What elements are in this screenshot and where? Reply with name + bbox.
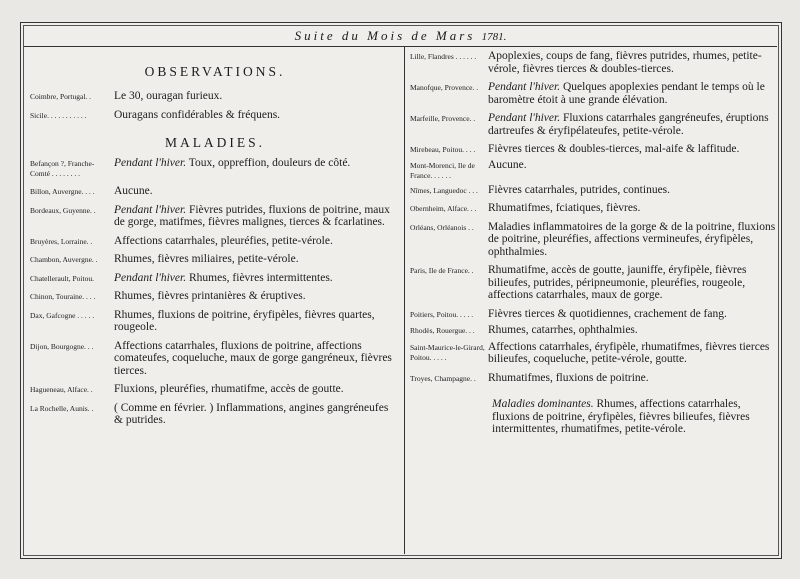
entry-place: Troyes, Champagne. . [410,373,476,383]
entry-row [410,50,776,75]
entry-body: Fluxions catarrhales gangréneufes, éruptions dartreufes & éryfipélateufes, petite-vérole. [488,112,769,137]
header-year: 1781. [481,31,507,43]
entry-body: Rhumes, fièvres miliaires, petite-vérole. [114,253,299,265]
entry-place: Dijon, Bourgogne. . . [30,341,94,351]
entry-body: Apoplexies, coups de fang, fièvres putrides, rhumes, petite-vérole, fièvres tierces & doubles-tierces. [488,50,762,75]
entry-body: Aucune. [114,185,153,197]
entry-place: Poitiers, Poitou. . . . . [410,309,474,319]
entry-body: Affections catarrhales, éryfipèle, rhumatifmes, fièvres tierces bilieufes, coqueluche, petite-vérole, goutte. [488,340,770,365]
entry-text [488,112,776,137]
entry-text: Le 30, ouragan furieux. [114,90,223,102]
entry-row [30,290,400,303]
entry-place: Obernheim, Alface. . . [410,204,477,213]
entry-text [488,341,776,366]
entry-place: Mont-Morenci, Ile de France. . . . . . [410,160,475,180]
maladies-left-list [30,157,400,427]
entry-text: Ouragans confidérables & fréquens. [114,108,281,121]
entry-row [410,324,776,337]
entry-text [114,185,400,198]
entry-place: Lille, Flandres . . . . . . [410,52,477,61]
dominantes-label: Maladies dominantes. [492,398,594,410]
entry-text [114,157,400,170]
entry-row [30,340,400,378]
maladies-dominantes [410,398,776,436]
entry-body: Rhumes, fièvres intermittentes. [186,271,333,284]
entry-body: Fièvres tierces & quotidiennes, crachement de fang. [488,307,727,320]
entry-place: Chambon, Auvergne. . [30,255,98,264]
entry-place: Bruyères, Lorraine. . [30,236,93,246]
entry-body: Rhumatifmes, fluxions de poitrine. [488,371,649,384]
entry-row [410,202,776,215]
entry-body: Rhumes, catarrhes, ophthalmies. [488,324,638,336]
entry-row [30,402,400,427]
entry-text [114,383,400,396]
entry-place: Hagueneau, Alface. . [30,385,93,394]
entry-intro: Pendant l'hiver. [114,203,187,216]
entry-body: Rhumatifme, accès de goutte, jauniffe, éryfipèle, fièvres bilieufes, putrides, péripneumonie, pleuréfies, rougeole, affections catarrhales, maux de gorge. [488,264,747,301]
entry-body: Fièvres putrides, fluxions de poitrine, maux de gorge, matifmes, fièvres malignes, tierces & fcarlatines. [114,203,390,228]
entry-text [114,253,400,266]
observations-list [30,90,400,121]
entry-text [114,402,400,427]
entry-text [488,372,776,385]
entry-text [488,184,776,197]
entry-row [30,204,400,229]
entry-text [488,50,776,75]
entry-row [30,185,400,198]
header-title: Suite du Mois de Mars [294,28,476,43]
dominantes-text: Rhumes, affections catarrhales, fluxions de poitrine, éryfipèles, fièvres bilieufes, fièvres intermittentes, rhumatifmes, petite-vérole. [492,398,750,435]
entry-row [410,81,776,106]
entry-body: Affections catarrhales, fluxions de poitrine, affections comateufes, coqueluche, maux de gorge gangréneux, fièvres tierces. [114,339,392,377]
column-divider [404,47,405,554]
entry-place: Bordeaux, Guyenne. . [30,205,96,215]
entry-place: Chatellerault, Poitou. [30,273,94,283]
maladies-right-list [410,50,776,384]
entry-text [488,264,776,302]
entry-body: Rhumatifmes, fciatiques, fièvres. [488,202,641,214]
entry-intro: Pendant l'hiver. [114,271,187,284]
observations-title: OBSERVATIONS. [144,64,286,79]
entry-body: Fièvres catarrhales, putrides, continues. [488,183,671,196]
entry-text [488,308,776,321]
entry-row [30,309,400,334]
entry-body: Rhumes, fluxions de poitrine, éryfipèles, fièvres quartes, rougeole. [114,308,375,333]
running-header [24,26,777,47]
entry-text [114,272,400,285]
entry-place: Dax, Gafcogne . . . . . [30,310,95,320]
entry-intro: Pendant l'hiver. [114,157,187,169]
entry-row [410,112,776,137]
entry-place: Nîmes, Languedoc . . . [410,185,478,195]
entry-row [410,264,776,302]
entry-text [114,235,400,248]
entry-place: Mirebeau, Poitou. . . . [410,145,476,154]
entry-intro: Pendant l'hiver. [488,112,561,124]
entry-row [410,341,776,366]
entry-place: Paris, Ile de France. . [410,266,474,275]
entry-place: Orléans, Orléanois . . [410,222,474,232]
entry-text [488,159,776,172]
entry-intro: Pendant l'hiver. [488,81,561,93]
entry-text [114,340,400,378]
entry-place: Sicile. . . . . . . . . . . [30,110,87,120]
entry-text [488,221,776,259]
entry-row [410,221,776,259]
entry-text [114,290,400,303]
entry-text [488,324,776,337]
entry-body: Aucune. [488,158,527,171]
entry-place: Billon, Auvergne. . . . [30,187,95,196]
entry-row [410,308,776,321]
entry-text [488,143,776,156]
entry-body: Affections catarrhales, pleuréfies, petite-vérole. [114,234,333,247]
entry-place: La Rochelle, Aunis. . [30,403,94,413]
entry-row [30,109,400,122]
entry-body: Quelques apoplexies pendant le temps où le baromètre étoit à une grande élévation. [488,81,765,106]
entry-text [488,202,776,215]
entry-body: Rhumes, fièvres printanières & éruptives. [114,290,306,302]
entry-body: Maladies inflammatoires de la gorge & de la poitrine, fluxions de poitrine, pleuréfies, affections vermineufes, éryfipèles, ophthalmies. [488,220,776,258]
entry-place: Manofque, Provence. . [410,83,479,92]
entry-row [410,159,776,181]
entry-body: Fluxions, pleuréfies, rhumatifme, accès de goutte. [114,383,344,395]
entry-row [30,253,400,266]
entry-body: Toux, oppreffion, douleurs de côté. [186,157,351,169]
entry-place: Rhodès, Rouergue. . . [410,326,475,335]
entry-body: ( Comme en février. ) Inflammations, angines gangréneufes & putrides. [114,401,389,426]
entry-text [114,204,400,229]
maladies-title: MALADIES. [164,135,266,150]
entry-row [30,272,400,285]
entry-text [488,81,776,106]
entry-text [114,309,400,334]
right-column [410,50,776,436]
entry-place: Chinon, Touraine. . . . [30,292,96,301]
entry-place: Befançon ?, Franche-Comté . . . . . . . . [30,159,95,178]
entry-place: Coimbre, Portugal. . [30,92,92,101]
entry-row [30,157,400,179]
entry-place: Marfeille, Provence. . [410,114,476,123]
entry-row [30,383,400,396]
entry-row [30,90,400,103]
left-column [30,50,400,431]
entry-body: Fièvres tierces & doubles-tierces, mal-aife & laffitude. [488,143,740,155]
entry-row [410,143,776,156]
entry-row [410,372,776,385]
entry-row [410,184,776,197]
entry-place: Saint-Maurice-le-Girard, Poitou. . . . . [410,342,485,362]
entry-row [30,235,400,248]
